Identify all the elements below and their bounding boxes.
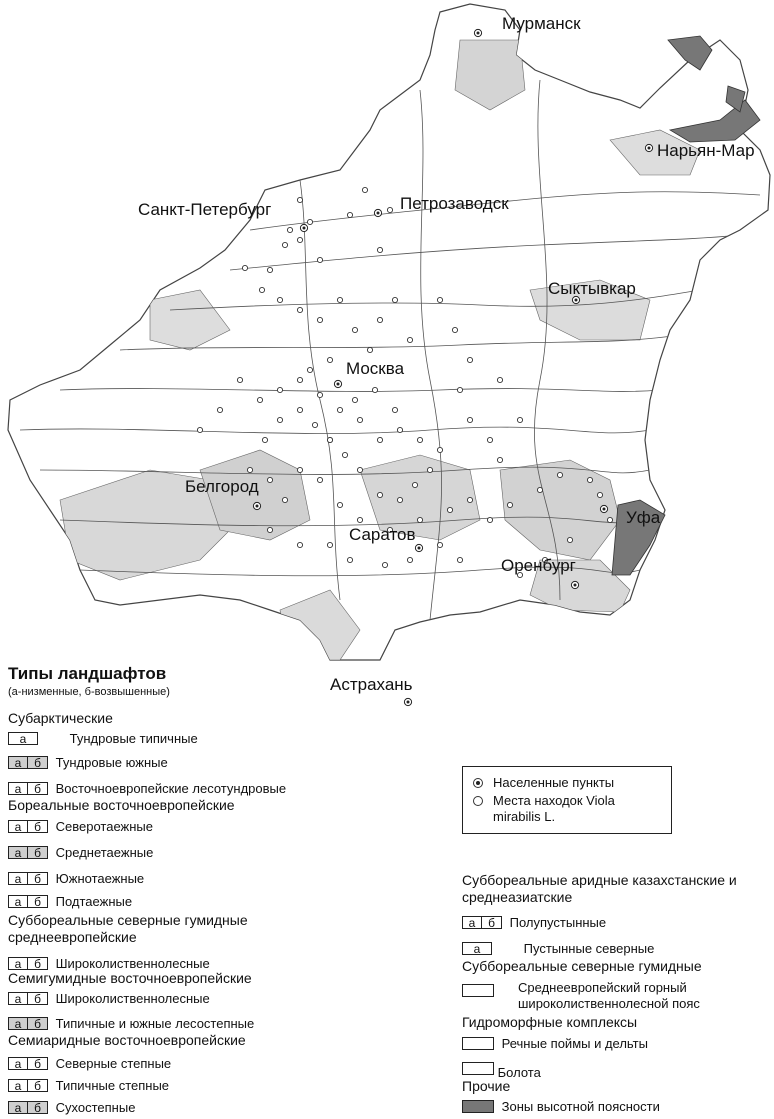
- city-label: Уфа: [626, 508, 661, 527]
- find-site-marker: [347, 557, 352, 562]
- city-label: Астрахань: [330, 675, 413, 694]
- find-site-marker: [537, 487, 542, 492]
- find-site-marker: [337, 502, 342, 507]
- find-site-marker: [497, 457, 502, 462]
- find-site-marker: [362, 187, 367, 192]
- find-site-marker: [457, 387, 462, 392]
- city-Астрахань: [330, 675, 413, 706]
- swatch: а б: [8, 1017, 48, 1030]
- key-finds: Места находок Viola mirabilis L.: [473, 793, 653, 825]
- swatch: а б: [8, 1057, 48, 1070]
- find-site-marker: [267, 267, 272, 272]
- find-site-marker: [342, 452, 347, 457]
- find-site-marker: [452, 327, 457, 332]
- legend-north-taiga: а б Северотаежные: [8, 818, 153, 834]
- find-site-marker: [597, 492, 602, 497]
- swatch: а б: [8, 846, 48, 859]
- find-site-marker: [327, 357, 332, 362]
- swatch: а б: [462, 916, 502, 929]
- find-site-marker: [437, 542, 442, 547]
- swatch: а: [8, 732, 38, 745]
- group-semiarid: Семиаридные восточноевропейские: [8, 1032, 246, 1048]
- legend-broadleaf-1: а б Широколиственнолесные: [8, 955, 210, 971]
- find-site-marker: [317, 257, 322, 262]
- find-site-marker: [312, 422, 317, 427]
- find-site-marker: [297, 407, 302, 412]
- find-site-marker: [347, 212, 352, 217]
- find-site-marker: [317, 477, 322, 482]
- swatch: а: [462, 942, 492, 955]
- group-other: Прочие: [462, 1078, 511, 1094]
- find-site-marker: [382, 562, 387, 567]
- find-site-marker: [467, 417, 472, 422]
- find-site-marker: [327, 437, 332, 442]
- legend-title: Типы ландшафтов: [8, 664, 167, 683]
- find-site-marker: [412, 482, 417, 487]
- swatch: а б: [8, 992, 48, 1005]
- find-site-marker: [297, 542, 302, 547]
- find-site-marker: [297, 467, 302, 472]
- find-marker-icon: [473, 796, 483, 806]
- swatch: [462, 1062, 494, 1075]
- find-site-marker: [297, 307, 302, 312]
- settlement-marker-icon: [473, 778, 483, 788]
- find-site-marker: [247, 467, 252, 472]
- find-site-marker: [607, 517, 612, 522]
- find-site-marker: [407, 337, 412, 342]
- find-site-marker: [387, 207, 392, 212]
- group-boreal: Бореальные восточноевропейские: [8, 797, 235, 813]
- legend-tundra-south: а б Тундровые южные: [8, 754, 168, 770]
- city-label: Саратов: [349, 525, 416, 544]
- legend-dry-steppe: а б Сухостепные: [8, 1099, 135, 1115]
- group-semihumid: Семигумидные восточноевропейские: [8, 970, 252, 986]
- swatch: а б: [8, 895, 48, 908]
- find-site-marker: [277, 297, 282, 302]
- find-site-marker: [282, 242, 287, 247]
- find-site-marker: [497, 377, 502, 382]
- legend-mountain-belt: Среднеевропейский горный широколиственнолесной пояс: [462, 980, 728, 1012]
- find-site-marker: [307, 219, 312, 224]
- find-site-marker: [427, 467, 432, 472]
- swatch: [462, 1037, 494, 1050]
- legend-subtitle: (а-низменные, б-возвышенные): [8, 686, 170, 698]
- map-key: [462, 766, 672, 834]
- find-site-marker: [237, 377, 242, 382]
- city-label: Мурманск: [502, 14, 581, 33]
- find-site-marker: [267, 527, 272, 532]
- city-label: Сыктывкар: [548, 279, 636, 298]
- legend-south-taiga: а б Южнотаежные: [8, 870, 144, 886]
- find-site-marker: [317, 317, 322, 322]
- legend-forest-steppe: а б Типичные и южные лесостепные: [8, 1015, 254, 1031]
- find-site-marker: [557, 472, 562, 477]
- find-site-marker: [397, 427, 402, 432]
- find-site-marker: [297, 377, 302, 382]
- find-site-marker: [277, 417, 282, 422]
- swatch: а б: [8, 782, 48, 795]
- legend-typical-steppe: а б Типичные степные: [8, 1077, 169, 1093]
- find-site-marker: [337, 297, 342, 302]
- legend-floodplains: Речные поймы и дельты: [462, 1035, 648, 1051]
- find-site-marker: [352, 397, 357, 402]
- find-site-marker: [337, 407, 342, 412]
- find-site-marker: [377, 437, 382, 442]
- find-site-marker: [287, 227, 292, 232]
- find-site-marker: [392, 297, 397, 302]
- find-site-marker: [257, 397, 262, 402]
- city-label: Петрозаводск: [400, 194, 509, 213]
- city-label: Санкт-Петербург: [138, 200, 272, 219]
- find-site-marker: [487, 517, 492, 522]
- legend-north-steppe: а б Северные степные: [8, 1055, 171, 1071]
- find-site-marker: [417, 437, 422, 442]
- legend-semidesert: а б Полупустынные: [462, 914, 606, 930]
- find-site-marker: [392, 407, 397, 412]
- find-site-marker: [357, 517, 362, 522]
- find-site-marker: [437, 297, 442, 302]
- find-site-marker: [307, 367, 312, 372]
- legend-altitude: Зоны высотной поясности: [462, 1098, 660, 1114]
- swatch: [462, 1100, 494, 1113]
- swatch: а б: [8, 1101, 48, 1114]
- legend-desert-north: а Пустынные северные: [462, 940, 654, 956]
- find-site-marker: [397, 497, 402, 502]
- swatch: [462, 984, 494, 1012]
- find-site-marker: [242, 265, 247, 270]
- find-site-marker: [437, 447, 442, 452]
- find-site-marker: [327, 542, 332, 547]
- find-site-marker: [407, 557, 412, 562]
- city-label: Белгород: [185, 477, 259, 496]
- legend-mid-taiga: а б Среднетаежные: [8, 844, 153, 860]
- city-label: Москва: [346, 359, 405, 378]
- legend-swamps: Болота: [462, 1060, 541, 1076]
- find-site-marker: [197, 427, 202, 432]
- find-site-marker: [487, 437, 492, 442]
- city-label: Нарьян-Мар: [657, 141, 755, 160]
- find-site-marker: [372, 387, 377, 392]
- group-subboreal-humid: Суббореальные северные гумидные среднеевропейские: [8, 912, 248, 945]
- find-site-marker: [377, 247, 382, 252]
- find-site-marker: [377, 317, 382, 322]
- find-site-marker: [447, 507, 452, 512]
- legend-forest-tundra: а б Восточноевропейские лесотундровые: [8, 780, 286, 796]
- find-site-marker: [357, 467, 362, 472]
- city-label: Оренбург: [501, 556, 576, 575]
- swatch: а б: [8, 820, 48, 833]
- find-site-marker: [282, 497, 287, 502]
- group-subarctic: Субарктические: [8, 710, 113, 726]
- find-site-marker: [507, 502, 512, 507]
- find-site-marker: [217, 407, 222, 412]
- find-site-marker: [367, 347, 372, 352]
- find-site-marker: [457, 557, 462, 562]
- find-site-marker: [517, 417, 522, 422]
- group-arid: Суббореальные аридные казахстанские и среднеазиатские: [462, 872, 737, 905]
- find-site-marker: [417, 517, 422, 522]
- city-Нарьян-Мар: [645, 141, 754, 160]
- find-site-marker: [297, 197, 302, 202]
- key-settlements: Населенные пункты: [473, 775, 614, 790]
- swatch: а б: [8, 1079, 48, 1092]
- find-site-marker: [467, 497, 472, 502]
- find-site-marker: [377, 492, 382, 497]
- find-site-marker: [317, 392, 322, 397]
- find-site-marker: [567, 537, 572, 542]
- swatch: а б: [8, 872, 48, 885]
- legend-sub-taiga: а б Подтаежные: [8, 893, 132, 909]
- find-site-marker: [467, 357, 472, 362]
- group-hydro: Гидроморфные комплексы: [462, 1014, 638, 1030]
- group-subboreal-north: Суббореальные северные гумидные: [462, 958, 702, 974]
- swatch: а б: [8, 957, 48, 970]
- find-site-marker: [277, 387, 282, 392]
- find-site-marker: [587, 477, 592, 482]
- find-site-marker: [357, 417, 362, 422]
- legend-broadleaf-2: а б Широколиственнолесные: [8, 990, 210, 1006]
- find-site-marker: [267, 477, 272, 482]
- find-site-marker: [259, 287, 264, 292]
- find-site-marker: [262, 437, 267, 442]
- find-site-marker: [297, 237, 302, 242]
- find-site-marker: [352, 327, 357, 332]
- legend-tundra-typical: а Тундровые типичные: [8, 730, 198, 746]
- swatch: а б: [8, 756, 48, 769]
